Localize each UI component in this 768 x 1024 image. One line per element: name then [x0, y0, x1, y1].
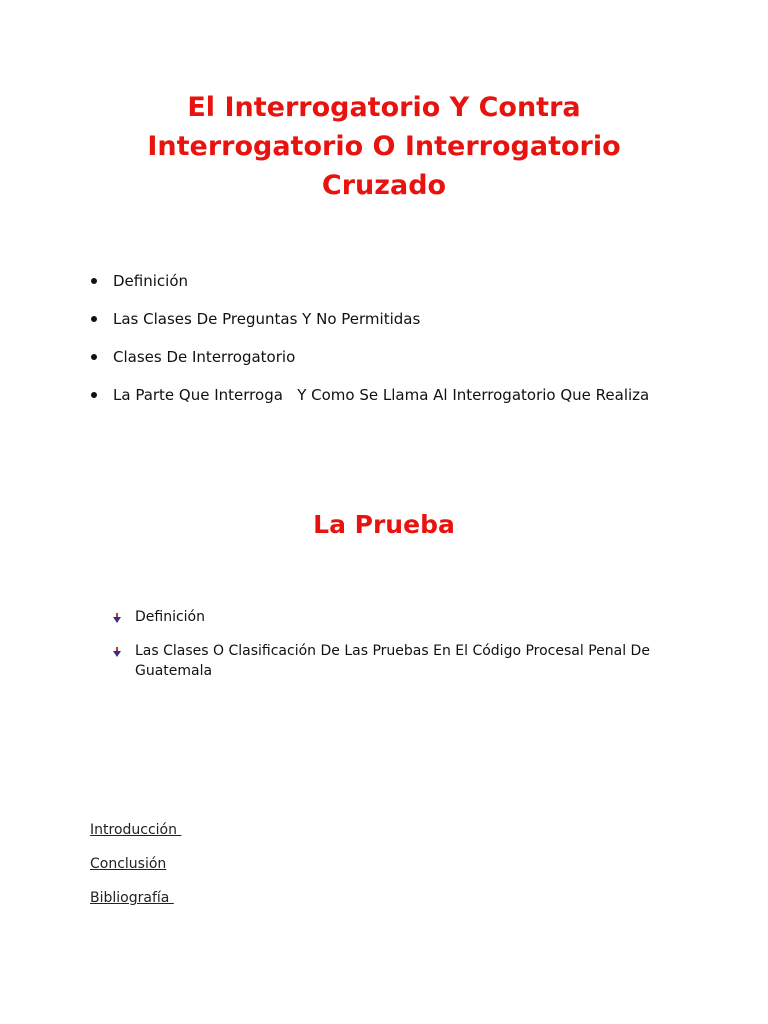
bullet-dot-icon: [91, 278, 97, 284]
list-item-text: Definición: [135, 609, 205, 625]
section-title-interrogatorio: El Interrogatorio Y Contra Interrogatorio O Interrogatorio Cruzado: [147, 92, 621, 201]
list-item-text: Definición: [113, 272, 188, 290]
list-item: [113, 641, 673, 681]
list-item-text: Las Clases O Clasificación De Las Pruebas En El Código Procesal Penal De Guatemala: [135, 643, 650, 679]
list-item-text: Clases De Interrogatorio: [113, 348, 296, 366]
list-item: [90, 308, 690, 330]
list-item-text: Las Clases De Preguntas Y No Permitidas: [113, 310, 421, 328]
section-title-prueba: La Prueba: [313, 510, 455, 539]
bullet-dot-icon: [91, 316, 97, 322]
link-introduccion[interactable]: Introducción: [90, 822, 182, 838]
list-item-text: La Parte Que Interroga Y Como Se Llama Al Interrogatorio Que Realiza: [113, 386, 650, 404]
arrow-bullet-icon: [113, 613, 121, 623]
document-links: [90, 820, 181, 922]
list-item: [90, 270, 690, 292]
interrogatorio-list: [90, 270, 690, 422]
bullet-dot-icon: [91, 354, 97, 360]
arrow-bullet-icon: [113, 647, 121, 657]
prueba-list: [113, 607, 673, 695]
bullet-dot-icon: [91, 392, 97, 398]
link-bibliografia[interactable]: Bibliografía: [90, 890, 174, 906]
list-item: [90, 346, 690, 368]
list-item: [113, 607, 673, 627]
link-conclusion[interactable]: Conclusión: [90, 856, 167, 872]
list-item: [90, 384, 690, 406]
